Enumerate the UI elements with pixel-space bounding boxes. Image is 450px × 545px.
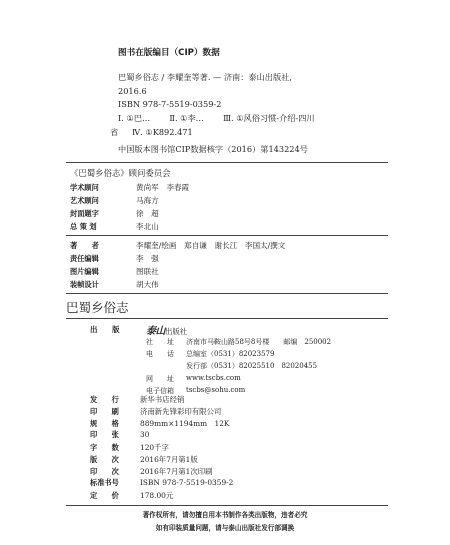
spec-value: 新华书店经销 [140,395,185,404]
spec-label: 印 次 [90,467,119,476]
book-title: 巴蜀乡俗志 [66,300,129,315]
credit-row [70,253,159,264]
spec-label: 版 次 [90,455,119,464]
address-value: 济南市马鞍山路58号8号楼 邮编 250002 [186,338,332,346]
spec-label: 印 刷 [90,407,119,416]
cip-class-5: Ⅳ. ①K892.471 [132,127,193,137]
committee-row [70,195,159,206]
spec-value: ISBN 978-7-5519-0359-2 [140,478,234,487]
credit-value: 李耀奎/绘画 郑自谦 谢长江 李国太/撰文 [136,241,286,250]
committee-value: 马海方 [136,196,159,205]
spec-label: 发 行 [90,395,119,404]
spec-label: 印 张 [90,430,119,439]
credit-value: 胡大伟 [136,280,159,289]
publisher-block [66,324,396,394]
committee-label: 艺术顾问 [70,196,99,205]
committee-value: 黄尚军 李春霞 [136,183,190,192]
copyright-notice: 著作权所有，请勿擅自用本书制作各类出版物，违者必究 [142,511,308,519]
spec-label: 标准书号 [90,478,119,487]
spec-value: 120千字 [140,443,169,452]
spec-row [90,442,169,453]
spec-row [90,406,221,417]
committee-row [70,208,159,219]
credit-value: 李 强 [136,254,159,263]
credit-label: 责任编辑 [70,254,99,263]
spec-value: 2016年7月第1次印刷 [140,467,213,476]
committee-label: 封面题字 [70,209,99,218]
spec-row [90,466,213,477]
spec-label: 定 价 [90,491,119,500]
spec-value: 济南新先锋彩印有限公司 [140,407,222,416]
cip-class-1: Ⅰ. ①巴… [118,113,151,123]
phone-label: 电 话 [146,350,174,358]
committee-title: 《巴蜀乡俗志》顾问委员会 [70,168,171,178]
cip-class-2: Ⅱ. ①李… [169,113,204,123]
phone-distribution: 发行部（0531）82025510 82020455 [186,362,318,370]
spec-row [90,490,173,501]
committee-label: 总 策 划 [70,222,97,231]
address-label: 社 址 [146,338,174,346]
divider [66,293,388,294]
spec-value: 30 [140,430,150,439]
email-label: 电子信箱 [146,387,174,395]
committee-row [70,221,159,232]
credit-label: 图片编辑 [70,267,99,276]
spec-row [90,430,149,440]
publisher-logo: 泰山 [146,326,165,337]
committee-value: 李北山 [136,222,159,231]
credit-label: 著 者 [70,241,99,250]
credit-row [70,240,285,251]
cip-isbn: ISBN 978-7-5519-0359-2 [118,99,222,109]
publisher-label: 出 版 [90,325,120,334]
committee-row [70,182,189,193]
quality-notice: 如有印装质量问题，请与泰山出版社发行部调换 [155,524,295,532]
cip-core-number: 中国版本图书馆CIP数据核字（2016）第143224号 [118,144,308,154]
credit-row [70,266,159,277]
spec-value: 2016年7月第1版 [140,455,198,464]
cip-line-1: 巴蜀乡俗志 / 李耀奎等著. — 济南：泰山出版社, [118,72,292,82]
committee-label: 学术顾问 [70,183,99,192]
spec-row [90,478,233,488]
spec-row [90,394,184,405]
cip-heading: 图书在版编目（CIP）数据 [118,48,220,58]
spec-label: 规 格 [90,419,119,428]
publisher-name-row [146,322,187,337]
cip-class-3: Ⅲ. ①风俗习惯-介绍-四川 [223,113,315,123]
email-value: tscbs@sohu.com [186,386,246,394]
credit-value: 图联社 [136,267,159,276]
divider [66,505,388,506]
cip-class-4: 省 [110,127,119,137]
credit-row [70,279,159,290]
spec-row [90,454,198,465]
divider [66,318,388,319]
spec-value: 889mm×1194mm 12K [140,419,230,428]
credit-label: 装帧设计 [70,280,99,289]
spec-value: 178.00元 [140,491,174,500]
publisher-name: 出版社 [165,327,188,336]
website-label: 网 址 [146,375,174,383]
spec-row [90,418,229,429]
website-value: www.tscbs.com [186,374,241,382]
divider [66,235,388,236]
cip-classification-row [118,113,315,124]
committee-value: 徐 超 [136,209,159,218]
spec-label: 字 数 [90,443,119,452]
cip-line-2: 2016.6 [118,86,147,96]
divider [66,162,388,163]
phone-editorial: 总编室（0531）82023579 [186,350,275,358]
